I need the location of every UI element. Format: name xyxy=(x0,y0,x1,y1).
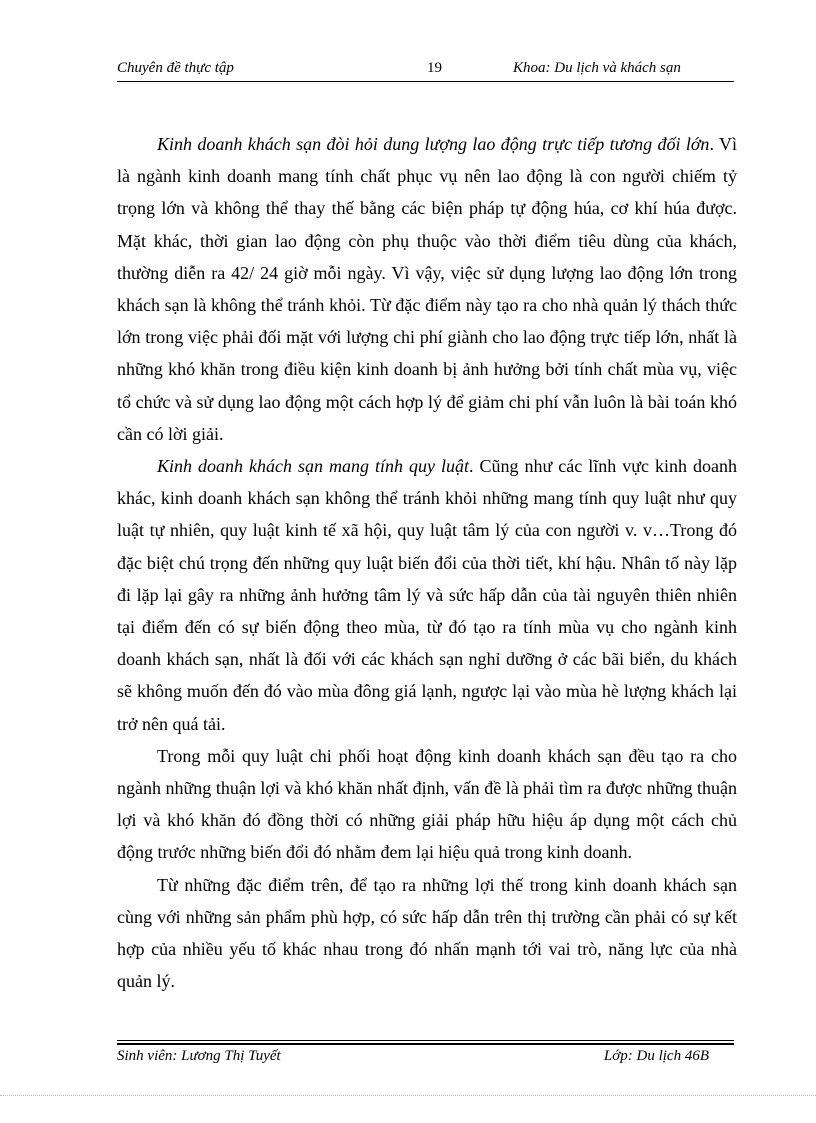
paragraph-2-text: . Cũng như các lĩnh vực kinh doanh khác, kinh doanh khách sạn không thể tránh khỏi những mang tính quy luật như quy luật tự nhiên, quy luật kinh tế xã hội, quy luật tâm lý của con người v. v…Trong đó đặc biệt chú trọng đến những quy luật biến đổi của thời tiết, khí hậu. Nhân tố này lặp đi lặp lại gây ra những ảnh hưởng tâm lý và sức hấp dẫn của tài nguyên thiên nhiên tại điểm đến có sự biến động theo mùa, từ đó tạo ra tính mùa vụ cho ngành kinh doanh khách sạn, nhất là đối với các khách sạn nghỉ dưỡng ở các bãi biển, du khách sẽ không muốn đến đó vào mùa đông giá lạnh, ngược lại vào mùa hè lượng khách lại trở nên quá tải. xyxy=(117,456,738,734)
header-rule xyxy=(117,81,734,82)
paragraph-1-lead: Kinh doanh khách sạn đòi hỏi dung lượng lao động trực tiếp tương đối lớn xyxy=(157,134,710,154)
footer-rule-thick xyxy=(117,1043,734,1045)
page-body xyxy=(117,128,737,997)
paragraph-2 xyxy=(117,450,737,740)
paragraph-1-text: . Vì là ngành kinh doanh mang tính chất phục vụ nên lao động là con người chiếm tỷ trọng lớn và không thể thay thế bằng các biện pháp tự động húa, cơ khí húa được. Mặt khác, thời gian lao động còn phụ thuộc vào thời điểm tiêu dùng của khách, thường diễn ra 42/ 24 giờ mỗi ngày. Vì vậy, việc sử dụng lượng lao động lớn trong khách sạn là không thể tránh khỏi. Từ đặc điểm này tạo ra cho nhà quản lý thách thức lớn trong việc phải đối mặt với lượng chi phí giành cho lao động trực tiếp lớn, nhất là những khó khăn trong điều kiện kinh doanh bị ảnh hưởng bởi tính chất mùa vụ, việc tổ chức và sử dụng lao động một cách hợp lý để giảm chi phí vẫn luôn là bài toán khó cần có lời giải. xyxy=(117,134,737,444)
header-faculty: Khoa: Du lịch và khách sạn xyxy=(513,60,681,76)
header-title: Chuyên đề thực tập xyxy=(117,60,234,76)
footer-rule-thin xyxy=(117,1040,734,1041)
paragraph-1 xyxy=(117,128,737,450)
page-number: 19 xyxy=(427,60,442,76)
footer-student: Sinh viên: Lương Thị Tuyết xyxy=(117,1048,281,1064)
paragraph-2-lead: Kinh doanh khách sạn mang tính quy luật xyxy=(157,456,470,477)
paragraph-4: Từ những đặc điểm trên, để tạo ra những lợi thế trong kinh doanh khách sạn cùng với những sản phẩm phù hợp, có sức hấp dẫn trên thị trường cần phải có sự kết hợp của nhiều yếu tố khác nhau trong đó nhấn mạnh tới vai trò, năng lực của nhà quản lý. xyxy=(117,874,737,992)
page-header xyxy=(117,60,734,82)
footer-class: Lớp: Du lịch 46B xyxy=(603,1048,709,1064)
paragraph-3: Trong mỗi quy luật chi phối hoạt động kinh doanh khách sạn đều tạo ra cho ngành những thuận lợi và khó khăn nhất định, vấn đề là phải tìm ra được những thuận lợi và khó khăn đó đồng thời có những giải pháp hữu hiệu áp dụng một cách chủ động trước những biến đổi đó nhằm đem lại hiệu quả trong kinh doanh. xyxy=(117,745,737,863)
page-bottom-edge xyxy=(0,1095,816,1096)
